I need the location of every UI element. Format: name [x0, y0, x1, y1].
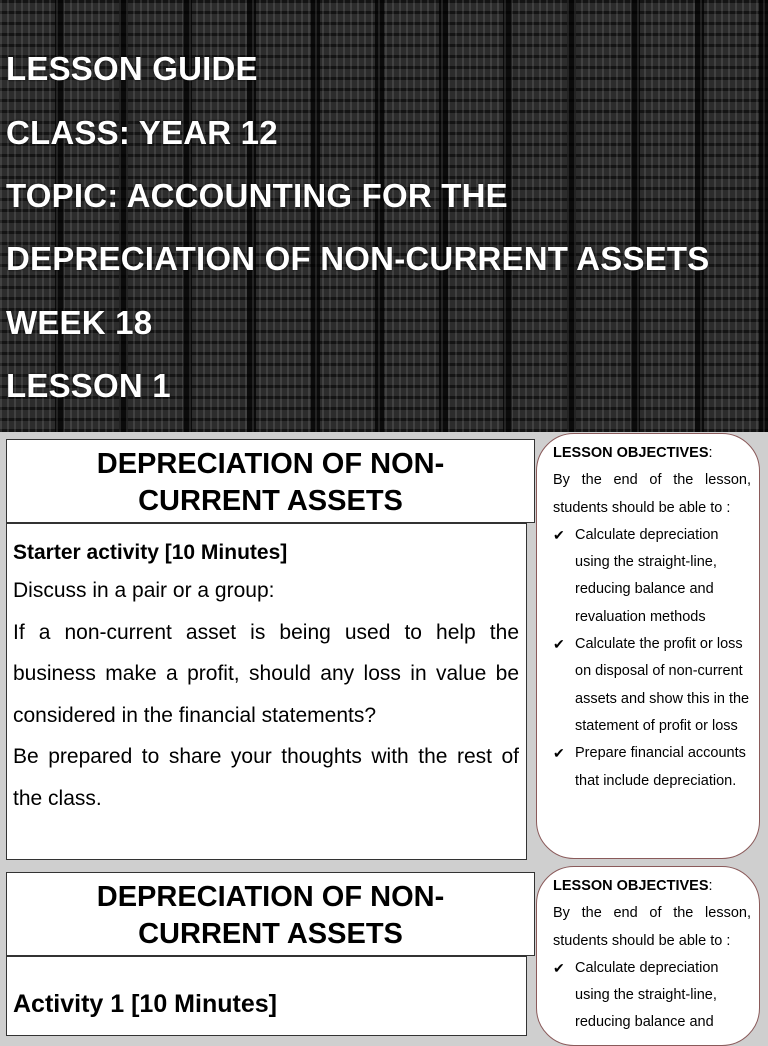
section1-body: [6, 523, 527, 860]
section1-title-line1: DEPRECIATION OF NON-: [96, 448, 445, 480]
list-item: [553, 955, 751, 1037]
list-item: [553, 740, 751, 795]
lesson-header: [0, 0, 768, 432]
check-icon: ✔: [553, 636, 565, 653]
check-icon: ✔: [553, 959, 565, 976]
starter-paragraph-2: If a non-current asset is being used to help the business make a profit, should any loss in value be considered in the financial statements?: [13, 620, 519, 727]
objectives-intro: By the end of the lesson, students should be able to :: [553, 905, 751, 949]
check-icon: ✔: [553, 526, 565, 543]
objectives-intro: By the end of the lesson, students should be able to :: [553, 472, 751, 516]
starter-activity-title: Starter activity [10 Minutes]: [13, 541, 288, 564]
objectives-panel-2: [536, 866, 760, 1046]
objective-text: Calculate the profit or loss on disposal of non-current assets and show this in the statement of profit or loss: [575, 636, 750, 734]
header-lesson-number: LESSON 1: [6, 367, 171, 404]
section2-title-line2: CURRENT ASSETS: [138, 918, 403, 950]
objective-text: Calculate depreciation using the straight-line, reducing balance and: [575, 959, 719, 1031]
starter-paragraph-3: Be prepared to share your thoughts with the rest of the class.: [13, 745, 519, 810]
objective-text: Calculate depreciation using the straight-line, reducing balance and revaluation methods: [575, 526, 719, 625]
objectives-title-colon: :: [708, 878, 713, 894]
list-item: [553, 631, 751, 740]
objective-text: Prepare financial accounts that include depreciation.: [575, 745, 746, 789]
list-item: [553, 522, 751, 631]
section1-title-line2: CURRENT ASSETS: [138, 485, 403, 517]
header-week: WEEK 18: [6, 304, 153, 341]
objectives-title: LESSON OBJECTIVES: [553, 878, 709, 894]
section2-title-line1: DEPRECIATION OF NON-: [96, 881, 445, 913]
objectives-list: [553, 955, 751, 1037]
header-lesson-guide: LESSON GUIDE: [6, 50, 258, 87]
objectives-title-colon: :: [708, 445, 713, 461]
section1-title: [6, 439, 535, 523]
objectives-title: LESSON OBJECTIVES: [553, 445, 709, 461]
header-topic-line2: DEPRECIATION OF NON-CURRENT ASSETS: [6, 240, 710, 277]
activity-1-title: Activity 1 [10 Minutes]: [13, 990, 277, 1018]
section2-body: [6, 956, 527, 1036]
header-topic-line1: TOPIC: ACCOUNTING FOR THE: [6, 177, 508, 214]
objectives-panel-1: [536, 433, 760, 859]
objectives-list: [553, 522, 751, 795]
section2-title: [6, 872, 535, 956]
header-class: CLASS: YEAR 12: [6, 114, 278, 151]
check-icon: ✔: [553, 745, 565, 762]
starter-paragraph-1: Discuss in a pair or a group:: [13, 579, 275, 602]
